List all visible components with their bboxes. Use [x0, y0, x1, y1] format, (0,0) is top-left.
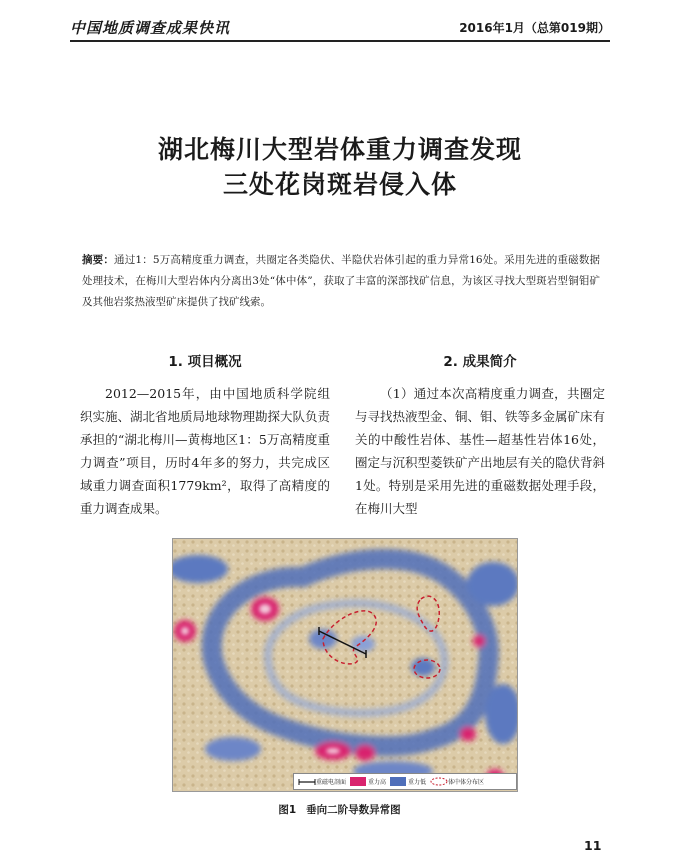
- figure-caption-text: 垂向二阶导数异常图: [306, 804, 401, 816]
- section-paragraph: 2012—2015年，由中国地质科学院组织实施、湖北省地质局地球物理勘探大队负责承担的“湖北梅川—黄梅地区1：5万高精度重力调查”项目，历时4年多的努力，共完成区域重力调查面积1779km²，取得了高精度的重力调查成果。: [80, 386, 331, 516]
- legend-low: [390, 777, 426, 786]
- dashed-outline-icon: [430, 777, 448, 786]
- title-line-2: 三处花岗斑岩侵入体: [222, 170, 457, 199]
- legend-high-label: 重力高: [368, 779, 387, 786]
- legend-profile: [298, 777, 346, 786]
- page-number: 11: [584, 838, 602, 853]
- abstract-label: 摘要：: [82, 254, 115, 266]
- legend-profile-label: 重磁电剖面: [316, 779, 347, 786]
- section-title: 1. 项目概况: [168, 354, 242, 370]
- anomaly-map-graphic: [173, 539, 517, 791]
- gravity-low-swatch: [390, 777, 406, 786]
- section-title: 2. 成果简介: [443, 354, 517, 370]
- abstract: [82, 250, 600, 313]
- gravity-anomaly-map: [172, 538, 518, 792]
- figure-caption: [0, 802, 679, 817]
- abstract-text: 通过1：5万高精度重力调查，共圈定各类隐伏、半隐伏岩体引起的重力异常16处。采用先进的重磁数据处理技术，在梅川大型岩体内分离出3处“体中体”，获取了丰富的深部找矿信息，为该区寻找大型斑岩型铜钼矿及其他岩浆热液型矿床提供了找矿线索。: [82, 254, 601, 308]
- journal-name: 中国地质调查成果快讯: [70, 18, 231, 37]
- section-results: [355, 350, 605, 520]
- profile-line-icon: [298, 778, 316, 786]
- legend-body-label: 体中体分布区: [448, 779, 485, 786]
- legend-high: [350, 777, 386, 786]
- section-overview: [80, 350, 330, 520]
- title-line-1: 湖北梅川大型岩体重力调查发现: [157, 135, 522, 164]
- issue-info: 2016年1月（总第019期）: [459, 20, 610, 35]
- section-paragraph: （1）通过本次高精度重力调查，共圈定与寻找热液型金、铜、钼、铁等多金属矿床有关的中酸性岩体、基性—超基性岩体16处，圈定与沉积型菱铁矿产出地层有关的隐伏背斜1处。特别是采用先进的重磁数据处理手段，在梅川大型: [355, 386, 606, 516]
- gravity-high-swatch: [350, 777, 366, 786]
- map-legend: [293, 773, 517, 790]
- running-header: [70, 16, 610, 38]
- article-title: [70, 132, 610, 202]
- figure-number: 图1: [278, 804, 297, 816]
- header-rule: [70, 40, 610, 42]
- legend-low-label: 重力低: [408, 779, 427, 786]
- legend-body: [430, 777, 484, 786]
